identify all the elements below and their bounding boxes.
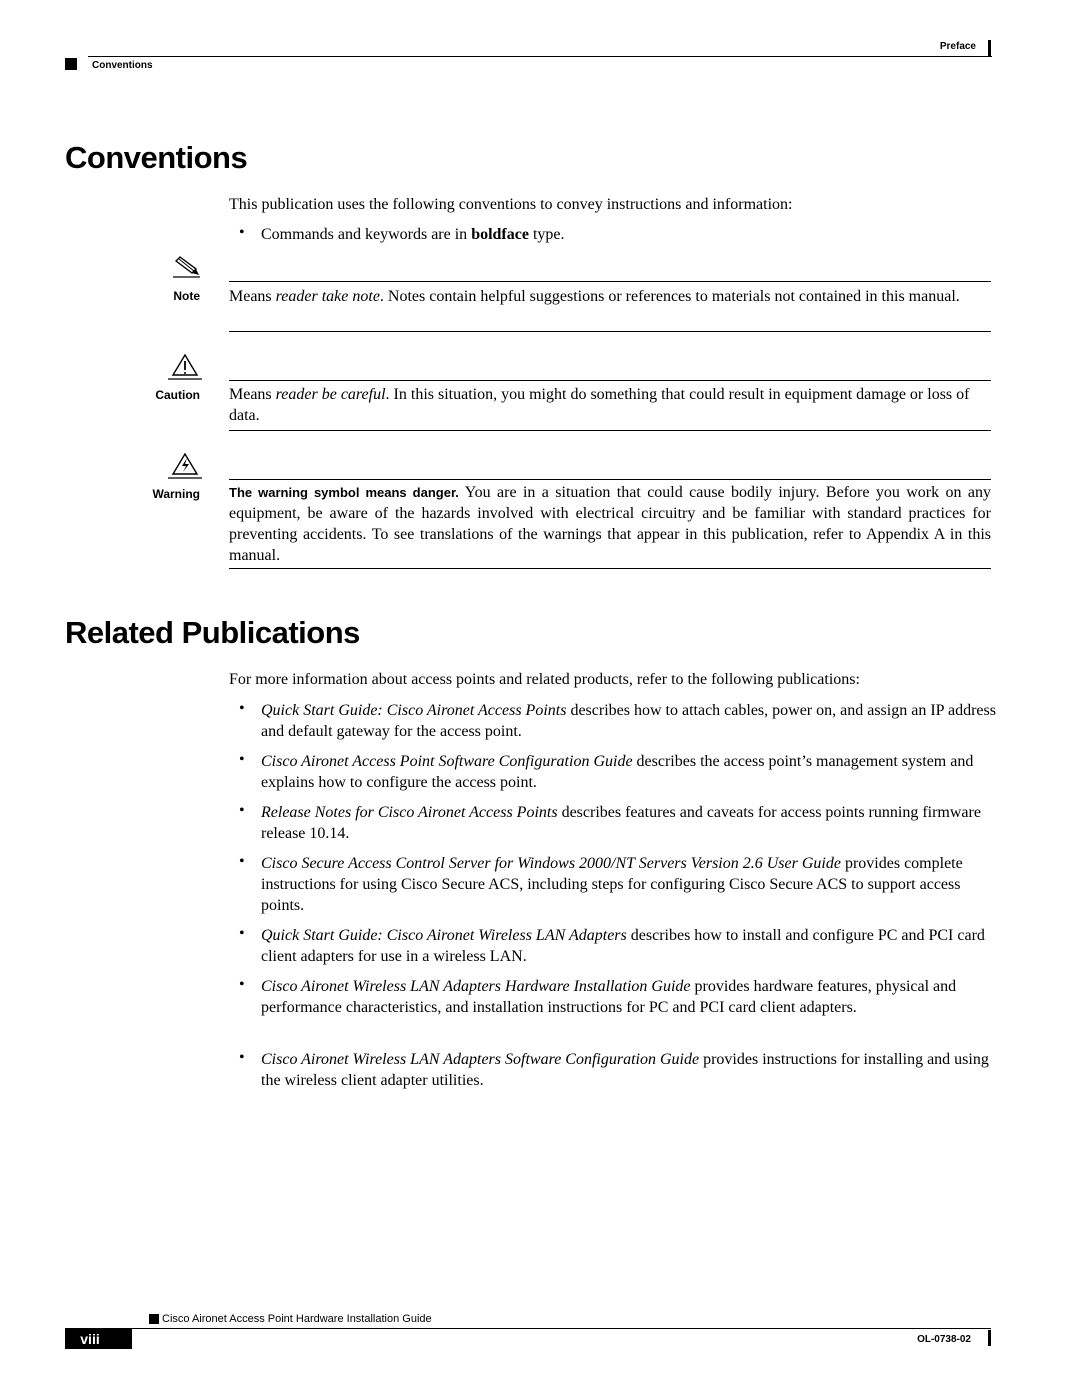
note-rule-bottom (229, 331, 991, 332)
page-title: Conventions (65, 140, 248, 175)
conventions-intro: This publication uses the following conventions to convey instructions and information: (229, 196, 793, 213)
publication-item (261, 751, 996, 793)
publication-description: provides instructions for installing and using the wireless client adapter utilities. (261, 1051, 989, 1089)
publication-title: Cisco Secure Access Control Server for Windows 2000/NT Servers Version 2.6 User Guide (261, 855, 841, 872)
caution-text-italic: reader be careful (275, 386, 386, 403)
bullet-glyph: • (239, 1049, 245, 1066)
publication-title: Quick Start Guide: Cisco Aironet Access Points (261, 702, 567, 719)
note-text-italic: reader take note (275, 288, 380, 305)
note-pencil-icon (172, 253, 202, 279)
note-text-post: . Notes contain helpful suggestions or references to materials not contained in this manual. (379, 288, 960, 305)
caution-text-pre: Means (229, 386, 276, 403)
related-title: Related Publications (65, 615, 360, 650)
publication-item (261, 976, 996, 1018)
caution-triangle-icon (168, 352, 202, 380)
publication-title: Quick Start Guide: Cisco Aironet Wireless LAN Adapters (261, 927, 627, 944)
bullet-text-pre: Commands and keywords are in (261, 226, 472, 243)
publication-title: Cisco Aironet Access Point Software Configuration Guide (261, 753, 633, 770)
publication-item (261, 853, 996, 916)
related-intro: For more information about access points and related products, refer to the following publications: (229, 671, 860, 688)
warning-text-body: You are in a situation that could cause bodily injury. Before you work on any equipment, be aware of the hazards involved with electrical circuitry and be familiar with standard practices for preventing accidents. To see translations of the warnings that appear in this publication, refer to Appendix A in this manual. (229, 484, 991, 564)
footer-guide-title: Cisco Aironet Access Point Hardware Installation Guide (162, 1313, 432, 1325)
bullet-glyph: • (239, 853, 245, 870)
header-right-bar (988, 40, 991, 56)
bullet-glyph: • (239, 700, 245, 717)
warning-label: Warning (152, 487, 200, 501)
publication-description: describes how to install and configure PC and PCI card client adapters for use in a wireless LAN. (261, 927, 985, 965)
publication-title: Cisco Aironet Wireless LAN Adapters Software Configuration Guide (261, 1051, 700, 1068)
publication-description: provides hardware features, physical and performance characteristics, and installation instructions for PC and PCI card client adapters. (261, 978, 957, 1016)
publication-description: provides complete instructions for using Cisco Secure ACS, including steps for configuring Cisco Secure ACS to support access points. (261, 855, 963, 914)
warning-rule-top (229, 479, 991, 480)
header-section-left: Conventions (92, 60, 153, 71)
note-rule-top (229, 281, 991, 282)
footer-block (149, 1314, 159, 1324)
note-text (229, 286, 991, 307)
note-text-pre: Means (229, 288, 276, 305)
bullet-glyph: • (239, 925, 245, 942)
bullet-glyph: • (239, 802, 245, 819)
conventions-bullet (261, 224, 996, 245)
publication-item (261, 802, 996, 844)
footer-doc-number: OL-0738-02 (917, 1334, 971, 1345)
bullet-text-post: type. (528, 226, 565, 243)
page-number: viii (80, 1331, 100, 1347)
caution-rule-top (229, 380, 991, 381)
header-rule (88, 56, 992, 57)
publication-item (261, 700, 996, 742)
bullet-glyph: • (239, 751, 245, 768)
warning-triangle-icon (168, 451, 202, 479)
footer-right-bar (988, 1330, 991, 1346)
bullet-text-bold: boldface (471, 226, 529, 243)
note-label: Note (173, 289, 200, 303)
caution-text-post: . In this situation, you might do something that could result in equipment damage or loss of data. (229, 386, 970, 424)
header-section-right: Preface (939, 41, 976, 52)
caution-text (229, 384, 991, 426)
caution-rule-bottom (229, 430, 991, 431)
warning-text (229, 482, 991, 566)
publication-item (261, 1049, 996, 1091)
warning-rule-bottom (229, 568, 991, 569)
publication-title: Release Notes for Cisco Aironet Access Points (261, 804, 558, 821)
header-left-block (65, 58, 77, 70)
footer-rule (65, 1328, 991, 1329)
bullet-glyph: • (239, 224, 245, 241)
publication-description: describes the access point’s management system and explains how to configure the access point. (261, 753, 974, 791)
caution-label: Caution (155, 388, 200, 402)
publication-description: describes how to attach cables, power on, and assign an IP address and default gateway for the access point. (261, 702, 996, 740)
publication-item (261, 925, 996, 967)
publication-title: Cisco Aironet Wireless LAN Adapters Hardware Installation Guide (261, 978, 691, 995)
warning-text-lead: The warning symbol means danger. (229, 485, 459, 500)
bullet-glyph: • (239, 976, 245, 993)
publication-description: describes features and caveats for access points running firmware release 10.14. (261, 804, 981, 842)
